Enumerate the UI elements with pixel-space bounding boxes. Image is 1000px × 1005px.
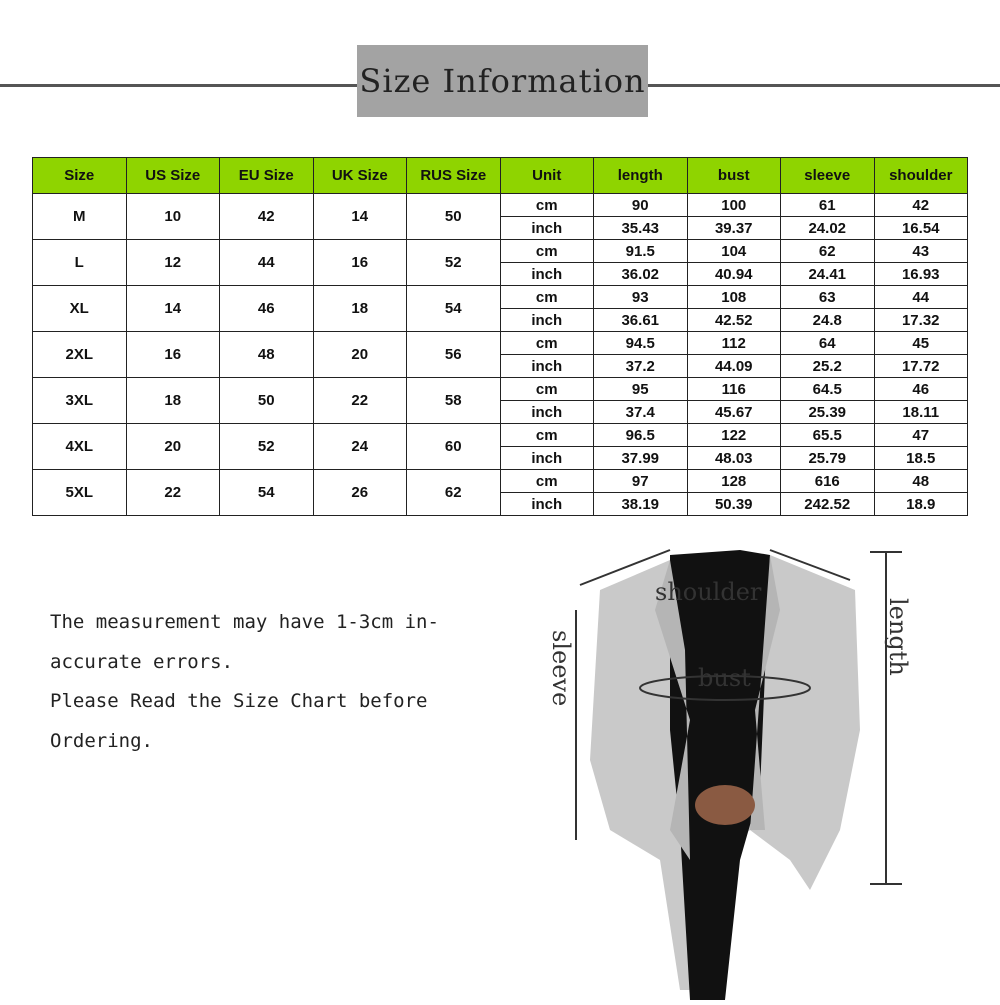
sleeve-label: sleeve — [547, 630, 575, 707]
measurement-cell: 64.5 — [781, 378, 875, 401]
rus-cell: 54 — [407, 286, 501, 332]
eu-cell: 44 — [220, 240, 314, 286]
measurement-cell: 128 — [687, 470, 781, 493]
us-cell: 14 — [126, 286, 220, 332]
measurement-cell: 42 — [874, 194, 968, 217]
measurement-cell: 18.9 — [874, 493, 968, 516]
column-header: bust — [687, 158, 781, 194]
measurement-cell: 25.79 — [781, 447, 875, 470]
measurement-cell: 62 — [781, 240, 875, 263]
jacket-illustration — [540, 530, 1000, 1000]
column-header: RUS Size — [407, 158, 501, 194]
rus-cell: 52 — [407, 240, 501, 286]
size-cell: L — [33, 240, 127, 286]
unit-cell: inch — [500, 217, 594, 240]
column-header: sleeve — [781, 158, 875, 194]
column-header: UK Size — [313, 158, 407, 194]
measurement-cell: 17.32 — [874, 309, 968, 332]
rus-cell: 50 — [407, 194, 501, 240]
measurement-cell: 44.09 — [687, 355, 781, 378]
table-row — [33, 470, 968, 493]
uk-cell: 22 — [313, 378, 407, 424]
measurement-cell: 90 — [594, 194, 688, 217]
unit-cell: cm — [500, 378, 594, 401]
size-cell: XL — [33, 286, 127, 332]
note-line: accurate errors. — [50, 650, 234, 673]
uk-cell: 20 — [313, 332, 407, 378]
measurement-cell: 93 — [594, 286, 688, 309]
measurement-cell: 108 — [687, 286, 781, 309]
unit-cell: cm — [500, 240, 594, 263]
measurement-cell: 40.94 — [687, 263, 781, 286]
column-header: Size — [33, 158, 127, 194]
measurement-cell: 95 — [594, 378, 688, 401]
measurement-cell: 48.03 — [687, 447, 781, 470]
measurement-cell: 50.39 — [687, 493, 781, 516]
measurement-cell: 35.43 — [594, 217, 688, 240]
measurement-cell: 91.5 — [594, 240, 688, 263]
measurement-cell: 48 — [874, 470, 968, 493]
measurement-cell: 25.39 — [781, 401, 875, 424]
measurement-cell: 100 — [687, 194, 781, 217]
table-row — [33, 424, 968, 447]
uk-cell: 18 — [313, 286, 407, 332]
measurement-cell: 96.5 — [594, 424, 688, 447]
measurement-cell: 63 — [781, 286, 875, 309]
unit-cell: cm — [500, 194, 594, 217]
measurement-cell: 47 — [874, 424, 968, 447]
size-cell: 2XL — [33, 332, 127, 378]
measurement-cell: 17.72 — [874, 355, 968, 378]
us-cell: 18 — [126, 378, 220, 424]
eu-cell: 50 — [220, 378, 314, 424]
us-cell: 12 — [126, 240, 220, 286]
rus-cell: 60 — [407, 424, 501, 470]
measurement-cell: 36.02 — [594, 263, 688, 286]
note-line: Ordering. — [50, 729, 153, 752]
unit-cell: inch — [500, 309, 594, 332]
measurement-cell: 97 — [594, 470, 688, 493]
table-row — [33, 194, 968, 217]
length-label: length — [884, 598, 912, 676]
measurement-cell: 37.99 — [594, 447, 688, 470]
uk-cell: 24 — [313, 424, 407, 470]
measurement-cell: 94.5 — [594, 332, 688, 355]
rus-cell: 62 — [407, 470, 501, 516]
unit-cell: cm — [500, 286, 594, 309]
us-cell: 20 — [126, 424, 220, 470]
measurement-cell: 616 — [781, 470, 875, 493]
measurement-cell: 16.93 — [874, 263, 968, 286]
measurement-cell: 39.37 — [687, 217, 781, 240]
us-cell: 22 — [126, 470, 220, 516]
note-line: Please Read the Size Chart before — [50, 690, 428, 712]
unit-cell: cm — [500, 470, 594, 493]
measurement-cell: 242.52 — [781, 493, 875, 516]
uk-cell: 16 — [313, 240, 407, 286]
unit-cell: inch — [500, 447, 594, 470]
eu-cell: 48 — [220, 332, 314, 378]
size-cell: M — [33, 194, 127, 240]
table-row — [33, 286, 968, 309]
measurement-cell: 61 — [781, 194, 875, 217]
column-header: EU Size — [220, 158, 314, 194]
unit-cell: inch — [500, 493, 594, 516]
table-row — [33, 332, 968, 355]
column-header: shoulder — [874, 158, 968, 194]
rus-cell: 58 — [407, 378, 501, 424]
eu-cell: 42 — [220, 194, 314, 240]
measurement-cell: 116 — [687, 378, 781, 401]
column-header: Unit — [500, 158, 594, 194]
table-row — [33, 378, 968, 401]
shoulder-label: shoulder — [655, 578, 762, 606]
measurement-cell: 37.2 — [594, 355, 688, 378]
us-cell: 16 — [126, 332, 220, 378]
size-cell: 3XL — [33, 378, 127, 424]
unit-cell: cm — [500, 332, 594, 355]
column-header: length — [594, 158, 688, 194]
measurement-cell: 46 — [874, 378, 968, 401]
measurement-cell: 24.8 — [781, 309, 875, 332]
measurement-cell: 43 — [874, 240, 968, 263]
page-title: Size Information — [357, 45, 648, 117]
measurement-cell: 18.11 — [874, 401, 968, 424]
uk-cell: 26 — [313, 470, 407, 516]
measurement-cell: 44 — [874, 286, 968, 309]
rus-cell: 56 — [407, 332, 501, 378]
bust-label: bust — [698, 664, 751, 692]
measurement-cell: 65.5 — [781, 424, 875, 447]
measurement-cell: 45 — [874, 332, 968, 355]
unit-cell: inch — [500, 263, 594, 286]
eu-cell: 46 — [220, 286, 314, 332]
measurement-cell: 36.61 — [594, 309, 688, 332]
measurement-cell: 25.2 — [781, 355, 875, 378]
measurement-cell: 45.67 — [687, 401, 781, 424]
measurement-cell: 42.52 — [687, 309, 781, 332]
measurement-cell: 18.5 — [874, 447, 968, 470]
unit-cell: inch — [500, 355, 594, 378]
unit-cell: inch — [500, 401, 594, 424]
eu-cell: 52 — [220, 424, 314, 470]
measurement-cell: 16.54 — [874, 217, 968, 240]
size-cell: 4XL — [33, 424, 127, 470]
measurement-cell: 104 — [687, 240, 781, 263]
table-header-row — [33, 158, 968, 194]
size-cell: 5XL — [33, 470, 127, 516]
us-cell: 10 — [126, 194, 220, 240]
column-header: US Size — [126, 158, 220, 194]
jacket-measurement-figure — [540, 530, 1000, 1000]
note-line: The measurement may have 1-3cm in- — [50, 611, 439, 633]
measurement-cell: 24.02 — [781, 217, 875, 240]
eu-cell: 54 — [220, 470, 314, 516]
size-chart-table — [32, 157, 968, 516]
measurement-cell: 38.19 — [594, 493, 688, 516]
unit-cell: cm — [500, 424, 594, 447]
measurement-note — [50, 603, 490, 761]
measurement-cell: 24.41 — [781, 263, 875, 286]
table-row — [33, 240, 968, 263]
measurement-cell: 64 — [781, 332, 875, 355]
measurement-cell: 122 — [687, 424, 781, 447]
measurement-cell: 37.4 — [594, 401, 688, 424]
uk-cell: 14 — [313, 194, 407, 240]
measurement-cell: 112 — [687, 332, 781, 355]
